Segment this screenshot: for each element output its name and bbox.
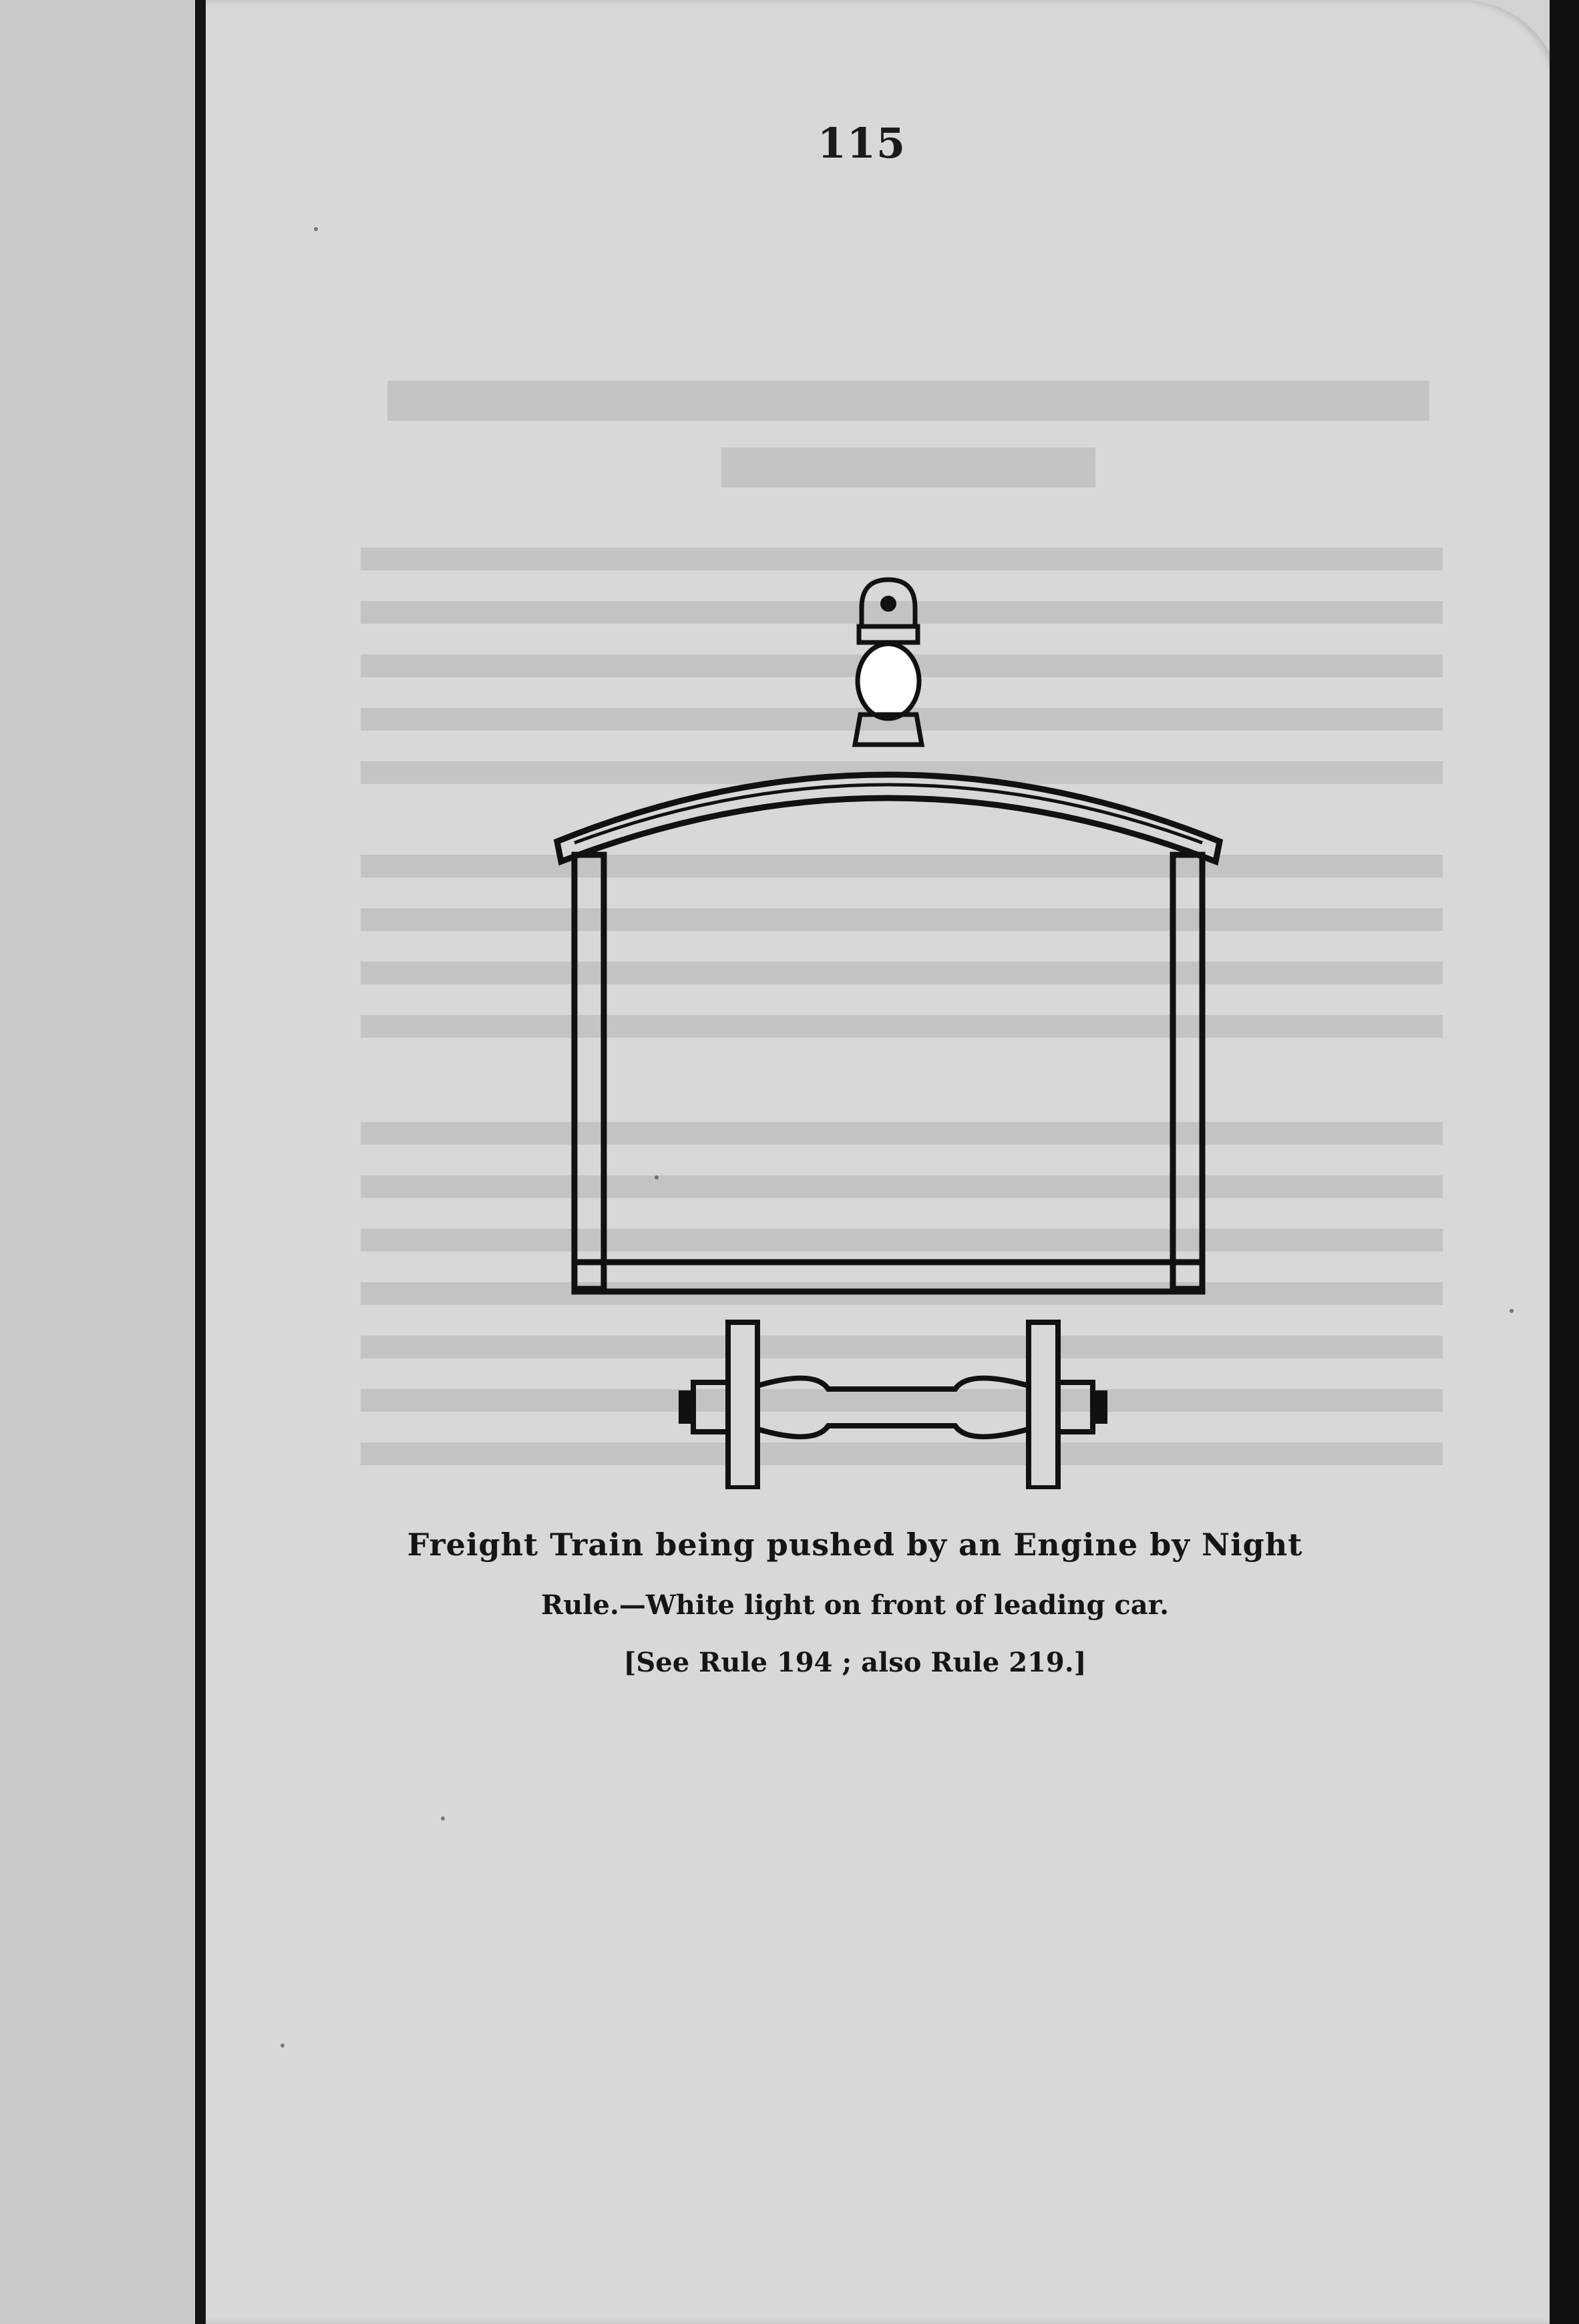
left-hub-cap (681, 1393, 693, 1421)
scan-speck (1510, 1309, 1514, 1313)
left-hub (693, 1382, 728, 1432)
scan-speck (441, 1816, 445, 1820)
figure-title: Freight Train being pushed by an Engine by Night (407, 1527, 1303, 1563)
scan-speck (655, 1175, 659, 1179)
gutter-line (195, 0, 206, 2324)
lamp-globe (858, 644, 919, 719)
right-dark-margin (1550, 0, 1579, 2324)
rule-reference: [See Rule 194 ; also Rule 219.] (623, 1647, 1087, 1678)
scan-speck (281, 2044, 285, 2048)
page-number: 115 (817, 119, 906, 168)
right-wheel (1029, 1322, 1058, 1488)
axle (757, 1378, 1029, 1437)
rule-text: Rule.—White light on front of leading car. (540, 1589, 1170, 1621)
left-wheel (728, 1322, 757, 1488)
right-hub-cap (1093, 1393, 1105, 1421)
car-body (557, 775, 1220, 1292)
car-sill (574, 1262, 1202, 1292)
car-left-post (574, 855, 604, 1289)
lamp-top-knob (880, 596, 896, 612)
scan-speck (314, 227, 318, 231)
freight-car-illustration (548, 574, 1236, 1489)
left-page-edge (0, 0, 194, 2324)
car-right-post (1173, 855, 1202, 1289)
wheel-axle (681, 1322, 1105, 1488)
right-hub (1058, 1382, 1093, 1432)
lamp (855, 580, 922, 745)
lamp-cap (859, 626, 918, 642)
